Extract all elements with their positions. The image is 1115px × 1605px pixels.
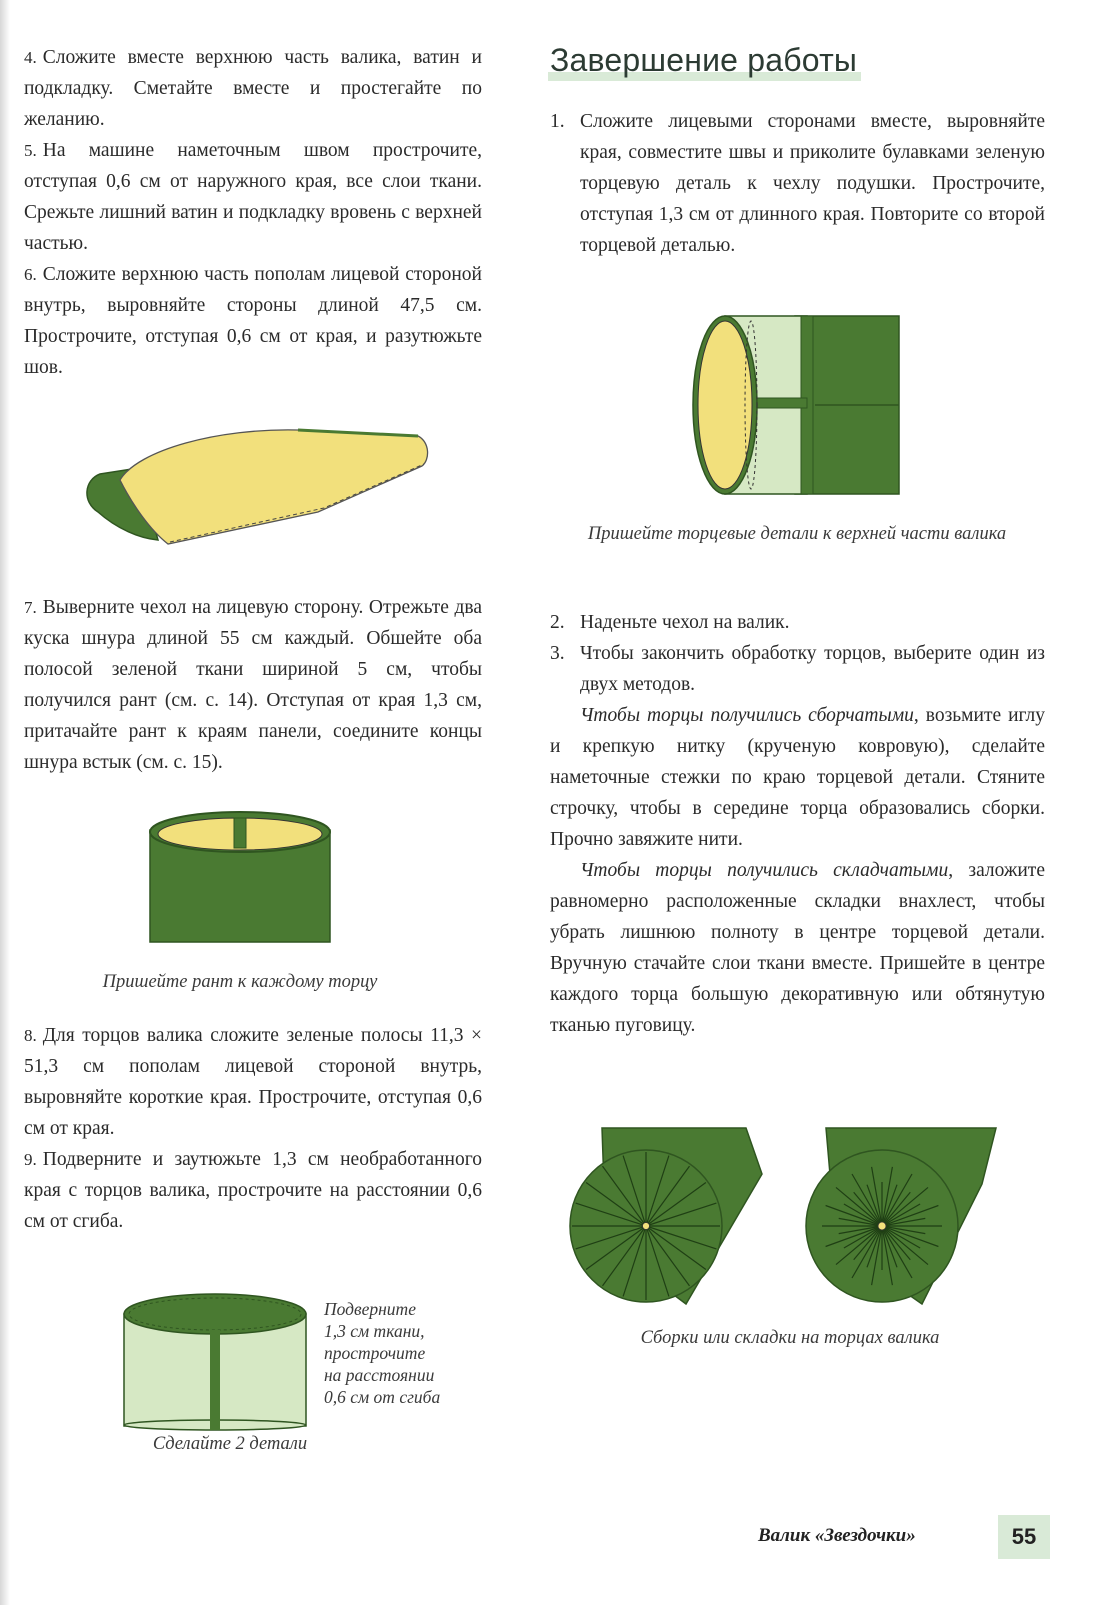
step-1: 1. Сложите лицевыми сторонами вместе, выровняйте края, совместите швы и приколите булавками зеленую торцевую деталь к чехлу подушки. Прострочите, отступая 1,3 см от длинного края. Повторите со второй торцевой деталью. bbox=[550, 111, 1045, 256]
step-9: 9. Подверните и заутюжьте 1,3 см необработанного края с торцов валика, прострочите на расстоянии 0,6 см от сгиба. bbox=[24, 1149, 482, 1232]
step-2: 2. Наденьте чехол на валик. bbox=[550, 612, 790, 633]
right-step-1 bbox=[550, 106, 1045, 261]
end-pieces-illustration bbox=[685, 310, 905, 500]
piping-illustration bbox=[146, 808, 336, 948]
folded-cover-illustration bbox=[78, 420, 438, 550]
caption-ends: Сборки или складки на торцах валика bbox=[640, 1328, 940, 1348]
step-6: 6. Сложите верхнюю часть пополам лицевой стороной внутрь, выровняйте стороны длиной 47,5 см. Прострочите, отступая 0,6 см от края, и разутюжьте шов. bbox=[24, 264, 482, 378]
left-steps-8-9 bbox=[24, 1020, 482, 1237]
gathered-pleated-illustration bbox=[566, 1124, 1016, 1314]
pleated-method: Чтобы торцы получились складчатыми, заложите равномерно расположенные складки внахлест, чтобы убрать лишнюю полноту в центре торцевой детали. Вручную стачайте слои ткани вместе. Пришейте в центре каждого торца большую декоративную или обтянутую тканью пуговицу. bbox=[550, 860, 1045, 1036]
end-band-illustration bbox=[118, 1292, 314, 1432]
section-title: Завершение работы bbox=[548, 42, 861, 81]
step-3: 3. Чтобы закончить обработку торцов, выберите один из двух методов. bbox=[550, 643, 1045, 695]
step-5: 5. На машине наметочным швом прострочите, отступая 0,6 см от наружного края, все слои ткани. Срежьте лишний ватин и подкладку вровень с верхней частью. bbox=[24, 140, 482, 254]
caption-two-parts: Сделайте 2 детали bbox=[152, 1434, 308, 1454]
step-8: 8. Для торцов валика сложите зеленые полосы 11,3 × 51,3 см пополам лицевой стороной внутрь, выровняйте короткие края. Прострочите, отступая 0,6 см от края. bbox=[24, 1025, 482, 1139]
step-7: 7. Выверните чехол на лицевую сторону. Отрежьте два куска шнура длиной 55 см каждый. Обшейте оба полосой зеленой ткани шириной 5 см, чтобы получился рант (см. с. 14). Отступая от края 1,3 см, притачайте рант к краям панели, соедините концы шнура встык (см. с. 15). bbox=[24, 597, 482, 773]
running-title: Валик «Звездочки» bbox=[758, 1525, 916, 1546]
step-4: 4. Сложите вместе верхнюю часть валика, ватин и подкладку. Сметайте вместе и простегайте по желанию. bbox=[24, 47, 482, 130]
right-steps-2-3 bbox=[550, 607, 1045, 1041]
caption-end-pieces: Пришейте торцевые детали к верхней части валика bbox=[587, 524, 1007, 544]
caption-piping: Пришейте рант к каждому торцу bbox=[102, 972, 378, 992]
left-steps-4-6 bbox=[24, 42, 482, 383]
gathered-method: Чтобы торцы получились сборчатыми, возьмите иглу и крепкую нитку (крученую ковровую), сделайте наметочные стежки по краю торцевой детали. Стяните строчку, чтобы в середине торца образовались сборки. Прочно завяжите нити. bbox=[550, 705, 1046, 850]
pleated-end bbox=[806, 1128, 996, 1304]
left-step-7 bbox=[24, 592, 482, 778]
page-number: 55 bbox=[998, 1515, 1050, 1559]
step-list bbox=[24, 42, 482, 383]
section-title-wrap bbox=[548, 42, 861, 81]
book-spine-shadow bbox=[0, 0, 10, 1605]
gathered-end bbox=[570, 1128, 762, 1304]
side-note-fold: Подверните 1,3 см ткани, прострочите на расстоянии 0,6 см от сгиба bbox=[324, 1299, 441, 1407]
